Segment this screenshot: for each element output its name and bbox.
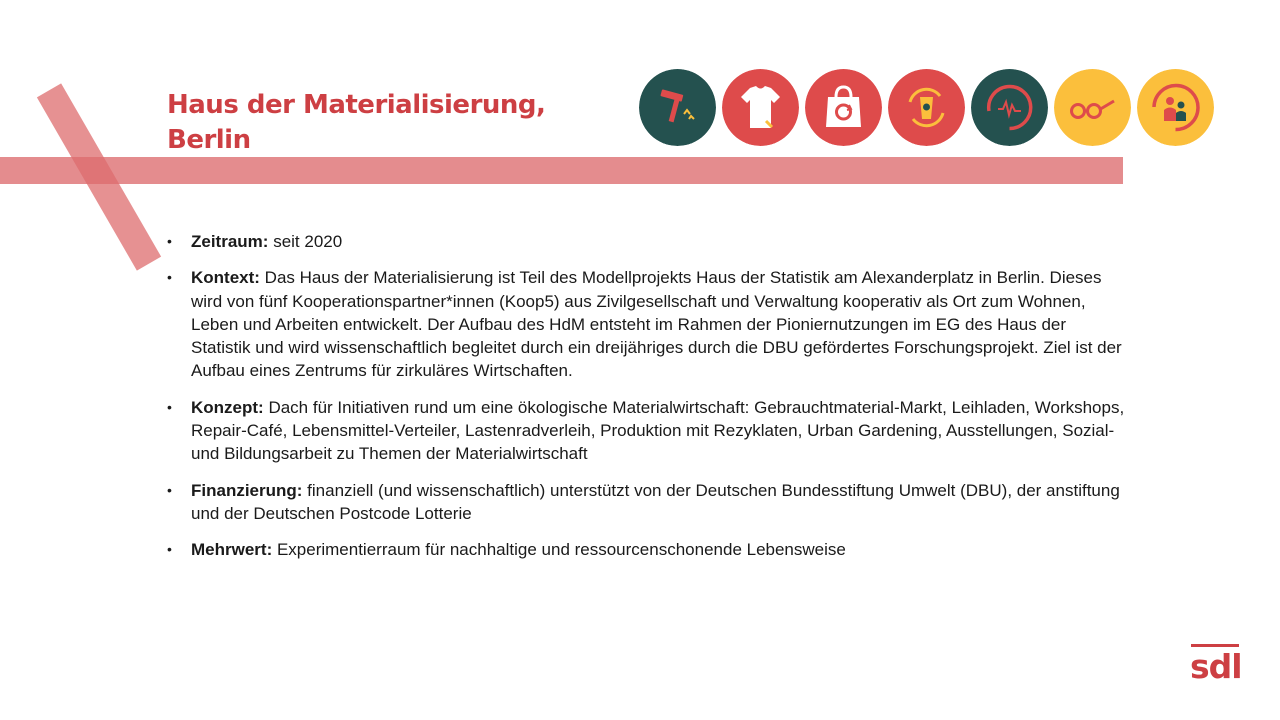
bullet-marker: • (167, 233, 172, 249)
bullet-kontext (167, 266, 1127, 382)
shopping-bag-reuse-icon (805, 69, 882, 146)
hammer-nails-icon (639, 69, 716, 146)
glasses-icon (1054, 69, 1131, 146)
bullet-marker: • (167, 541, 172, 558)
bullet-label: Mehrwert: (191, 540, 273, 560)
sdl-logo (1190, 642, 1240, 688)
bullet-zeitraum (167, 230, 1127, 253)
tshirt-icon (722, 69, 799, 146)
content-bullet-list (167, 230, 1127, 575)
logo-text: sdl (1190, 647, 1242, 686)
slide-title-line-1: Haus der Materialisierung, (167, 90, 546, 120)
bullet-marker: • (167, 481, 172, 498)
bullet-text: seit 2020 (268, 232, 343, 251)
bullet-label: Zeitraum: (191, 232, 269, 251)
slide-title (167, 88, 587, 158)
bullet-label: Konzept: (191, 397, 264, 417)
slide-title-line-2: Berlin (167, 125, 251, 155)
people-cycle-icon (1137, 69, 1214, 146)
decorative-horizontal-band (0, 157, 1123, 184)
bullet-konzept (167, 396, 1127, 466)
cycle-pulse-icon (971, 69, 1048, 146)
bullet-text: Dach für Initiativen rund um eine ökologische Materialwirtschaft: Gebrauchtmaterial-Markt, Leihladen, Workshops, Repair-Café, Lebensmittel-Verteiler, Lastenradverleih, Produktion mit Rezyklaten, Urban Gardening, Ausstellungen, Sozial- und Bildungsarbeit zu Themen der Materialwirtschaft (191, 397, 1125, 464)
bullet-marker: • (167, 269, 172, 286)
bullet-text: finanziell (und wissenschaftlich) unterstützt von der Deutschen Bundesstiftung Umwelt (DBU), der anstiftung und der Deutschen Postcode Lotterie (191, 480, 1120, 523)
bullet-label: Kontext: (191, 268, 260, 288)
bullet-text: Experimentierraum für nachhaltige und ressourcenschonende Lebensweise (272, 540, 846, 560)
bullet-label: Finanzierung: (191, 480, 303, 500)
bullet-mehrwert (167, 538, 1127, 561)
bullet-finanzierung (167, 479, 1127, 526)
cup-cycle-icon (888, 69, 965, 146)
bullet-marker: • (167, 398, 172, 415)
bullet-text: Das Haus der Materialisierung ist Teil des Modellprojekts Haus der Statistik am Alexanderplatz in Berlin. Dieses wird von fünf Kooperationspartner*innen (Koop5) aus Zivilgesellschaft und Verwaltung kooperativ als Ort zum Wohnen, Leben und Arbeiten entwickelt. Der Aufbau des HdM entsteht im Rahmen der Pioniernutzungen im EG des Haus der Statistik und wird wissenschaftlich begleitet durch ein dreijähriges durch die DBU gefördertes Forschungsprojekt. Ziel ist der Aufbau eines Zentrums für zirkuläres Wirtschaften. (191, 268, 1122, 381)
